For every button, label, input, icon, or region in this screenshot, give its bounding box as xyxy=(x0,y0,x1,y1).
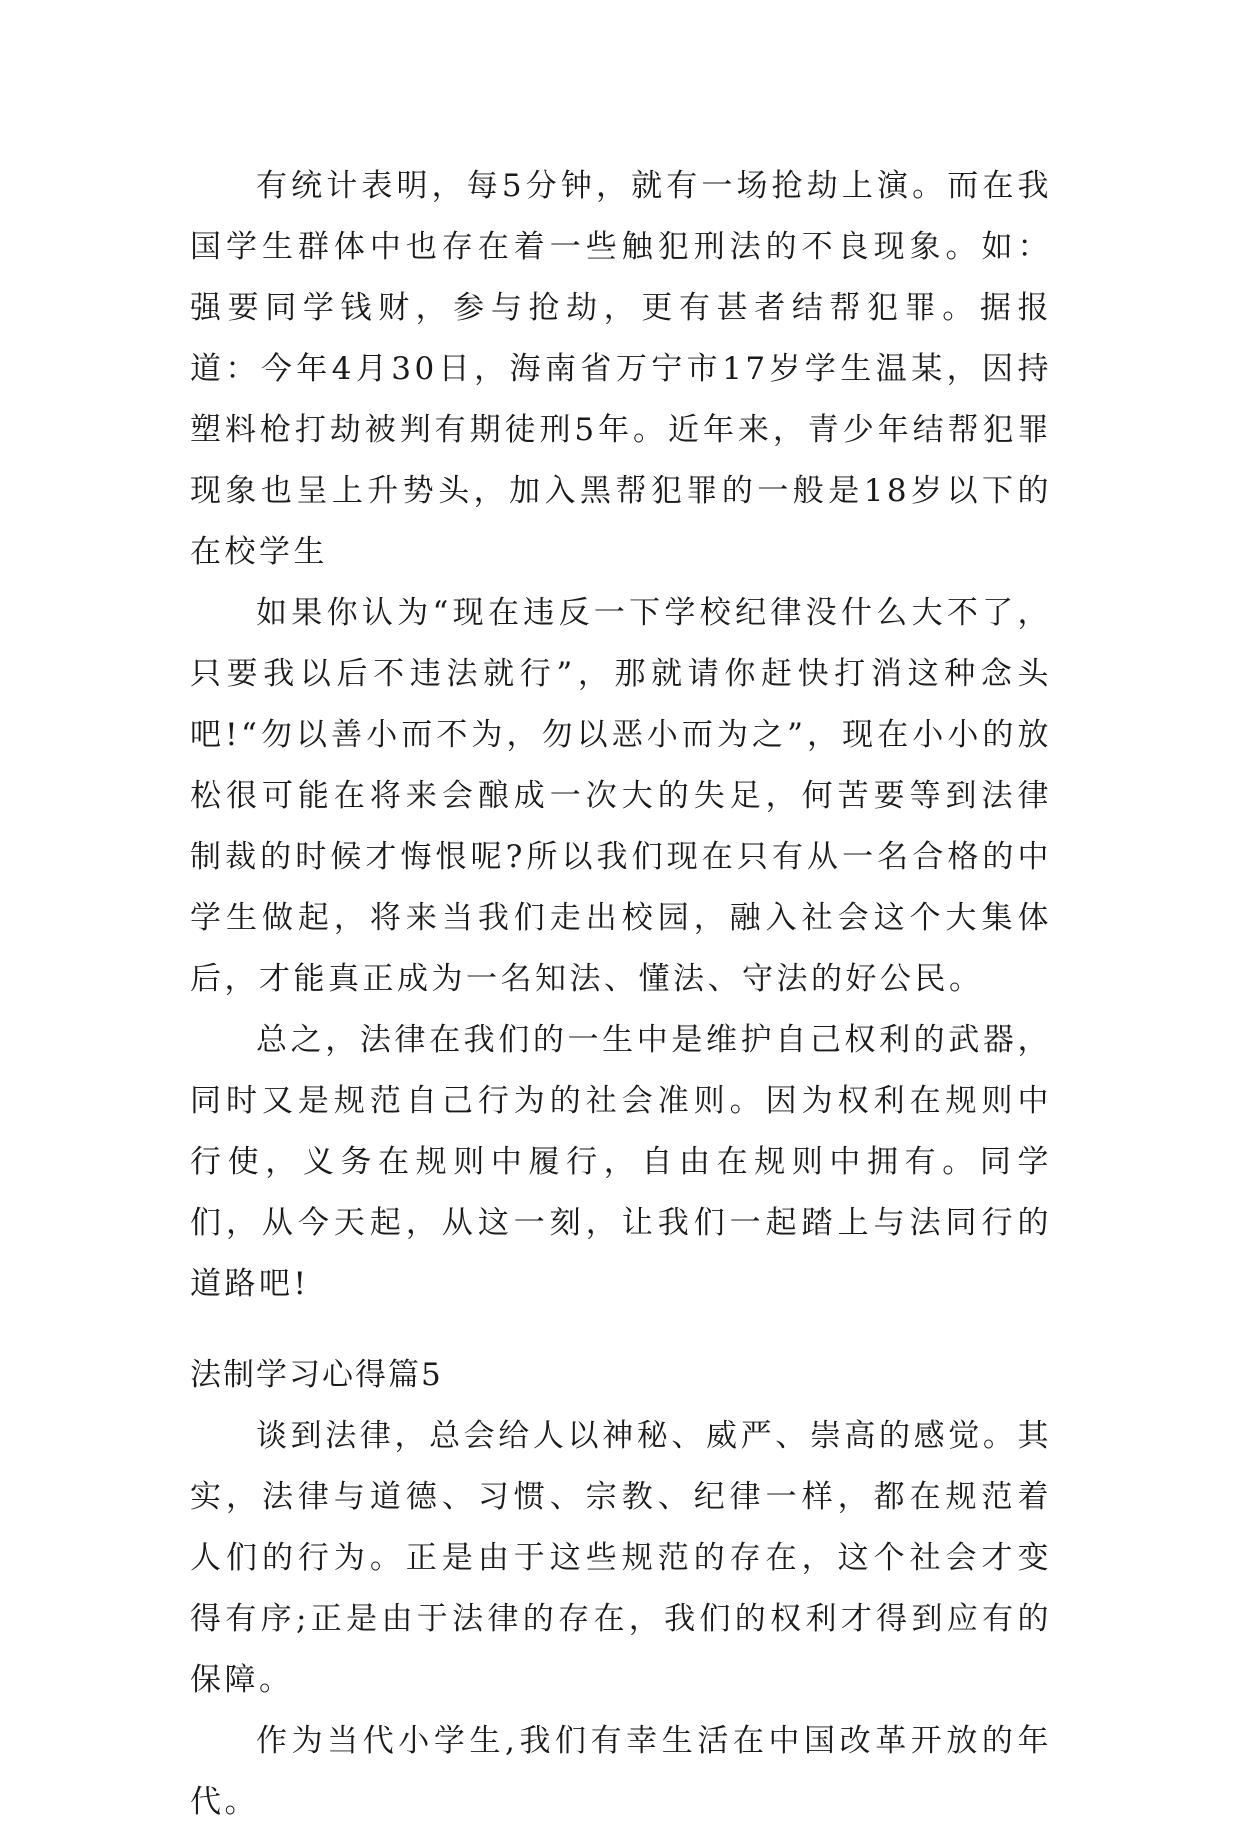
section-title: 法制学习心得篇5 xyxy=(190,1357,443,1393)
paragraph-conclusion: 总之，法律在我们的一生中是维护自己权利的武器，同时又是规范自己行为的社会准则。因为权利在规则中行使，义务在规则中履行，自由在规则中拥有。同学们，从今天起，从这一刻，让我们一起踏上与法同行的道路吧! xyxy=(190,1022,1052,1302)
paragraph-law-intro: 谈到法律，总会给人以神秘、威严、崇高的感觉。其实，法律与道德、习惯、宗教、纪律一样，都在规范着人们的行为。正是由于这些规范的存在，这个社会才变得有序;正是由于法律的存在，我们的权利才得到应有的保障。 xyxy=(190,1418,1052,1698)
paragraph-discipline: 如果你认为“现在违反一下学校纪律没什么大不了，只要我以后不违法就行”，那就请你赶快打消这种念头吧!“勿以善小而不为，勿以恶小而为之”，现在小小的放松很可能在将来会酿成一次大的失足，何苦要等到法律制裁的时候才悔恨呢?所以我们现在只有从一名合格的中学生做起，将来当我们走出校园，融入社会这个大集体后，才能真正成为一名知法、懂法、守法的好公民。 xyxy=(190,595,1052,997)
paragraph-statistics: 有统计表明，每5分钟，就有一场抢劫上演。而在我国学生群体中也存在着一些触犯刑法的不良现象。如：强要同学钱财，参与抢劫，更有甚者结帮犯罪。据报道：今年4月30日，海南省万宁市17岁学生温某，因持塑料枪打劫被判有期徒刑5年。近年来，青少年结帮犯罪现象也呈上升势头，加入黑帮犯罪的一般是18岁以下的在校学生 xyxy=(190,168,1052,570)
paragraph-student-era: 作为当代小学生,我们有幸生活在中国改革开放的年代。 xyxy=(190,1723,1052,1820)
document-body xyxy=(190,156,1052,1833)
